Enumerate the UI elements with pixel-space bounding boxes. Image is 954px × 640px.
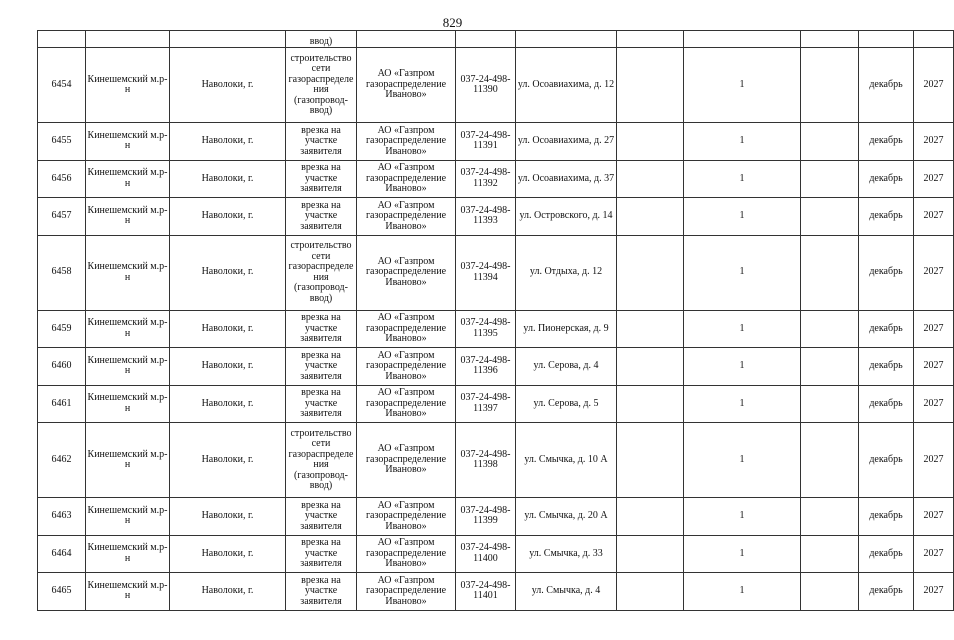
cell-address: ул. Серова, д. 4: [516, 348, 617, 386]
cell-code: 037-24-498-11397: [456, 385, 516, 423]
cell-code: 037-24-498-11395: [456, 310, 516, 348]
cell-year: 2027: [914, 423, 954, 498]
cell-locality: Наволоки, г.: [170, 198, 286, 236]
cell-year: 2027: [914, 310, 954, 348]
cell-org: АО «Газпром газораспределение Иваново»: [357, 385, 456, 423]
page-number: 829: [442, 15, 463, 30]
cell-org: АО «Газпром газораспределение Иваново»: [357, 535, 456, 573]
cell-locality: Наволоки, г.: [170, 573, 286, 611]
cell-year: 2027: [914, 573, 954, 611]
cell-empty: [801, 573, 859, 611]
table-row: [38, 348, 954, 386]
cell-empty: [801, 310, 859, 348]
cell-num: 6463: [38, 498, 86, 536]
cell-code: 037-24-498-11393: [456, 198, 516, 236]
cell-locality: Наволоки, г.: [170, 423, 286, 498]
cell-empty: [617, 310, 684, 348]
cell-year: [914, 31, 954, 48]
cell-org: АО «Газпром газораспределение Иваново»: [357, 235, 456, 310]
cell-empty: [617, 498, 684, 536]
cell-district: Кинешемский м.р-н: [86, 198, 170, 236]
table-row-partial: [38, 31, 954, 48]
cell-org: АО «Газпром газораспределение Иваново»: [357, 423, 456, 498]
cell-org: АО «Газпром газораспределение Иваново»: [357, 498, 456, 536]
cell-work-type: строительство сети газораспределения (газопровод-ввод): [286, 48, 357, 123]
cell-address: ул. Смычка, д. 33: [516, 535, 617, 573]
cell-month: декабрь: [859, 535, 914, 573]
cell-code: [456, 31, 516, 48]
cell-locality: [170, 31, 286, 48]
cell-year: 2027: [914, 535, 954, 573]
cell-address: ул. Смычка, д. 4: [516, 573, 617, 611]
cell-count: 1: [684, 160, 801, 198]
table-body: [38, 31, 954, 611]
cell-empty: [617, 573, 684, 611]
cell-work-type: врезка на участке заявителя: [286, 385, 357, 423]
cell-work-type: строительство сети газораспределения (газопровод-ввод): [286, 235, 357, 310]
cell-empty: [617, 348, 684, 386]
cell-code: 037-24-498-11391: [456, 123, 516, 161]
cell-year: 2027: [914, 160, 954, 198]
cell-count: 1: [684, 385, 801, 423]
cell-work-type: врезка на участке заявителя: [286, 498, 357, 536]
cell-code: 037-24-498-11398: [456, 423, 516, 498]
cell-code: 037-24-498-11399: [456, 498, 516, 536]
cell-org: АО «Газпром газораспределение Иваново»: [357, 48, 456, 123]
cell-district: Кинешемский м.р-н: [86, 48, 170, 123]
cell-num: 6457: [38, 198, 86, 236]
cell-district: Кинешемский м.р-н: [86, 348, 170, 386]
cell-locality: Наволоки, г.: [170, 535, 286, 573]
table-row: [38, 310, 954, 348]
cell-year: 2027: [914, 498, 954, 536]
cell-empty: [617, 235, 684, 310]
cell-num: 6459: [38, 310, 86, 348]
cell-year: 2027: [914, 123, 954, 161]
table-row: [38, 48, 954, 123]
cell-work-type: врезка на участке заявителя: [286, 573, 357, 611]
cell-code: 037-24-498-11394: [456, 235, 516, 310]
cell-empty: [801, 31, 859, 48]
cell-work-type: врезка на участке заявителя: [286, 160, 357, 198]
cell-month: декабрь: [859, 423, 914, 498]
cell-empty: [617, 198, 684, 236]
cell-empty: [617, 535, 684, 573]
cell-month: декабрь: [859, 385, 914, 423]
cell-locality: Наволоки, г.: [170, 123, 286, 161]
cell-locality: Наволоки, г.: [170, 498, 286, 536]
cell-empty: [617, 123, 684, 161]
cell-address: ул. Островского, д. 14: [516, 198, 617, 236]
cell-locality: Наволоки, г.: [170, 48, 286, 123]
cell-num: 6454: [38, 48, 86, 123]
cell-num: 6462: [38, 423, 86, 498]
cell-district: Кинешемский м.р-н: [86, 385, 170, 423]
cell-month: декабрь: [859, 310, 914, 348]
cell-empty: [801, 235, 859, 310]
cell-year: 2027: [914, 235, 954, 310]
cell-work-type: врезка на участке заявителя: [286, 310, 357, 348]
table-row: [38, 573, 954, 611]
cell-year: 2027: [914, 48, 954, 123]
cell-empty: [801, 160, 859, 198]
cell-address: [516, 31, 617, 48]
cell-address: ул. Пионерская, д. 9: [516, 310, 617, 348]
cell-org: АО «Газпром газораспределение Иваново»: [357, 348, 456, 386]
cell-locality: Наволоки, г.: [170, 235, 286, 310]
cell-num: 6464: [38, 535, 86, 573]
gas-connection-table: [37, 30, 954, 611]
cell-month: [859, 31, 914, 48]
cell-work-type: врезка на участке заявителя: [286, 123, 357, 161]
cell-num: 6460: [38, 348, 86, 386]
cell-code: 037-24-498-11401: [456, 573, 516, 611]
cell-org: АО «Газпром газораспределение Иваново»: [357, 573, 456, 611]
cell-code: 037-24-498-11392: [456, 160, 516, 198]
cell-num: 6465: [38, 573, 86, 611]
cell-work-type: врезка на участке заявителя: [286, 348, 357, 386]
cell-empty: [801, 123, 859, 161]
cell-empty: [617, 31, 684, 48]
cell-work-type: врезка на участке заявителя: [286, 198, 357, 236]
table-row: [38, 235, 954, 310]
cell-count: 1: [684, 310, 801, 348]
cell-count: 1: [684, 535, 801, 573]
cell-code: 037-24-498-11396: [456, 348, 516, 386]
cell-empty: [801, 423, 859, 498]
cell-month: декабрь: [859, 123, 914, 161]
cell-month: декабрь: [859, 198, 914, 236]
cell-district: Кинешемский м.р-н: [86, 123, 170, 161]
cell-year: 2027: [914, 385, 954, 423]
cell-address: ул. Осоавиахима, д. 12: [516, 48, 617, 123]
cell-district: [86, 31, 170, 48]
cell-district: Кинешемский м.р-н: [86, 235, 170, 310]
cell-district: Кинешемский м.р-н: [86, 498, 170, 536]
cell-num: 6455: [38, 123, 86, 161]
cell-count: [684, 31, 801, 48]
cell-address: ул. Смычка, д. 20 А: [516, 498, 617, 536]
cell-work-type: ввод): [286, 31, 357, 48]
cell-month: декабрь: [859, 160, 914, 198]
cell-org: АО «Газпром газораспределение Иваново»: [357, 123, 456, 161]
cell-district: Кинешемский м.р-н: [86, 573, 170, 611]
cell-empty: [617, 385, 684, 423]
table-row: [38, 198, 954, 236]
cell-district: Кинешемский м.р-н: [86, 310, 170, 348]
table-row: [38, 123, 954, 161]
cell-address: ул. Осоавиахима, д. 27: [516, 123, 617, 161]
cell-num: 6458: [38, 235, 86, 310]
cell-org: АО «Газпром газораспределение Иваново»: [357, 198, 456, 236]
cell-num: 6461: [38, 385, 86, 423]
table-row: [38, 498, 954, 536]
cell-locality: Наволоки, г.: [170, 310, 286, 348]
cell-num: 6456: [38, 160, 86, 198]
cell-count: 1: [684, 498, 801, 536]
cell-locality: Наволоки, г.: [170, 348, 286, 386]
cell-month: декабрь: [859, 48, 914, 123]
cell-count: 1: [684, 48, 801, 123]
cell-empty: [617, 423, 684, 498]
cell-count: 1: [684, 198, 801, 236]
table-row: [38, 535, 954, 573]
cell-empty: [801, 535, 859, 573]
cell-empty: [801, 385, 859, 423]
cell-empty: [617, 160, 684, 198]
cell-count: 1: [684, 573, 801, 611]
cell-count: 1: [684, 235, 801, 310]
cell-count: 1: [684, 423, 801, 498]
cell-code: 037-24-498-11400: [456, 535, 516, 573]
cell-code: 037-24-498-11390: [456, 48, 516, 123]
cell-month: декабрь: [859, 348, 914, 386]
cell-org: АО «Газпром газораспределение Иваново»: [357, 310, 456, 348]
cell-work-type: врезка на участке заявителя: [286, 535, 357, 573]
cell-address: ул. Осоавиахима, д. 37: [516, 160, 617, 198]
cell-empty: [801, 198, 859, 236]
cell-org: [357, 31, 456, 48]
cell-month: декабрь: [859, 573, 914, 611]
table-row: [38, 385, 954, 423]
cell-address: ул. Серова, д. 5: [516, 385, 617, 423]
table-row: [38, 423, 954, 498]
cell-empty: [801, 48, 859, 123]
cell-year: 2027: [914, 348, 954, 386]
cell-address: ул. Отдыха, д. 12: [516, 235, 617, 310]
cell-count: 1: [684, 348, 801, 386]
cell-district: Кинешемский м.р-н: [86, 535, 170, 573]
table-row: [38, 160, 954, 198]
cell-address: ул. Смычка, д. 10 А: [516, 423, 617, 498]
cell-num: [38, 31, 86, 48]
cell-empty: [617, 48, 684, 123]
cell-district: Кинешемский м.р-н: [86, 160, 170, 198]
cell-work-type: строительство сети газораспределения (газопровод-ввод): [286, 423, 357, 498]
cell-locality: Наволоки, г.: [170, 160, 286, 198]
cell-year: 2027: [914, 198, 954, 236]
cell-month: декабрь: [859, 235, 914, 310]
cell-empty: [801, 348, 859, 386]
cell-district: Кинешемский м.р-н: [86, 423, 170, 498]
cell-empty: [801, 498, 859, 536]
cell-org: АО «Газпром газораспределение Иваново»: [357, 160, 456, 198]
cell-month: декабрь: [859, 498, 914, 536]
cell-locality: Наволоки, г.: [170, 385, 286, 423]
cell-count: 1: [684, 123, 801, 161]
